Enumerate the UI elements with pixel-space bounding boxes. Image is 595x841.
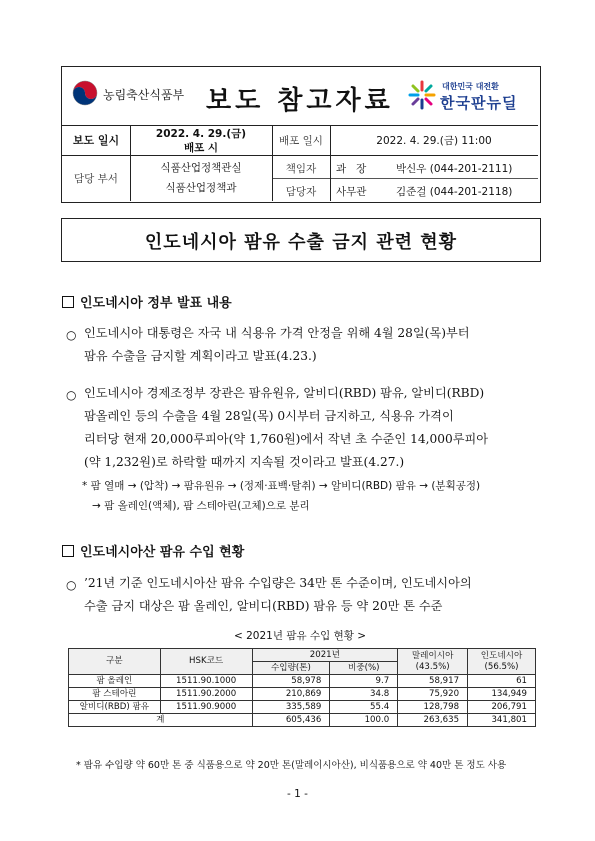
- circle-bullet-icon: ○: [66, 388, 77, 402]
- row-volume: 58,978: [252, 675, 330, 688]
- ministry-name: 농림축산식품부: [103, 88, 185, 102]
- row-indonesia: 61: [468, 675, 536, 688]
- row-volume: 335,589: [252, 701, 330, 714]
- header-malaysia: 말레이시아 (43.5%): [398, 649, 468, 675]
- row-name: 알비디(RBD) 팜유: [69, 701, 161, 714]
- report-date-value: 2022. 4. 29.(금): [155, 128, 247, 140]
- responsible-name: 박신우 (044-201-2111): [396, 163, 513, 175]
- total-volume: 605,436: [252, 714, 330, 727]
- header-divider: [272, 125, 273, 201]
- row-volume: 210,869: [252, 688, 330, 701]
- table-caption: < 2021년 팜유 수입 현황 >: [233, 630, 366, 642]
- total-malaysia: 263,635: [398, 714, 468, 727]
- ministry-emblem-icon: [72, 80, 98, 106]
- row-indonesia: 206,791: [468, 701, 536, 714]
- department-line2: 식품산업정책과: [165, 182, 237, 194]
- section2-heading: 인도네시아산 팜유 수입 현황: [62, 541, 244, 560]
- page-number: - 1 -: [287, 788, 308, 800]
- table-total-row: [69, 714, 536, 727]
- report-time-value: 배포 시: [183, 142, 219, 154]
- total-label: 계: [69, 714, 253, 727]
- row-malaysia: 58,917: [398, 675, 468, 688]
- row-indonesia: 134,949: [468, 688, 536, 701]
- section1-heading: 인도네시아 정부 발표 내용: [62, 292, 232, 311]
- palm-oil-import-table: [68, 648, 536, 727]
- header-share: 비중(%): [330, 662, 398, 675]
- row-share: 9.7: [330, 675, 398, 688]
- header-divider: [272, 178, 538, 179]
- section1-paragraph1-line2: 팜유 수출을 금지할 계획이라고 발표(4.23.): [84, 349, 317, 363]
- circle-bullet-icon: ○: [66, 578, 77, 592]
- checkbox-square-icon: [62, 296, 74, 308]
- newdeal-name: 한국판뉴딜: [440, 94, 518, 112]
- section1-paragraph2-line3: 리터당 현재 20,000루피아(약 1,760원)에서 작년 초 수준인 14,000루피아: [84, 432, 489, 446]
- circle-bullet-icon: ○: [66, 328, 77, 342]
- staff-label: 담당자: [285, 186, 317, 198]
- newdeal-logo-icon: [408, 80, 436, 110]
- row-name: 팜 올레인: [69, 675, 161, 688]
- header-volume: 수입량(톤): [252, 662, 330, 675]
- release-type-title: 보도 참고자료: [206, 86, 394, 116]
- staff-title: 사무관: [336, 186, 367, 198]
- distribution-value: 2022. 4. 29.(금) 11:00: [376, 135, 492, 147]
- section1-paragraph2-line4: (약 1,232원)로 하락할 때까지 지속될 것이라고 발표(4.27.): [84, 455, 405, 469]
- header-year: 2021년: [252, 649, 398, 662]
- process-note-line1: * 팜 열매 → (압착) → 팜유원유 → (정제·표백·탈취) → 알비디(RBD) 팜유 → (분획공정): [82, 480, 481, 492]
- responsible-title: 과 장: [336, 163, 367, 175]
- table-footnote: * 팜유 수입량 약 60만 톤 중 식품용으로 약 20만 톤(말레이시아산), 비식품용으로 약 40만 톤 정도 사용: [76, 760, 507, 771]
- department-label: 담당 부서: [74, 173, 118, 185]
- process-note-line2: → 팜 올레인(액체), 팜 스테아린(고체)으로 분리: [92, 500, 310, 512]
- responsible-label: 책임자: [285, 163, 317, 175]
- department-line1: 식품산업정책관실: [160, 162, 242, 174]
- row-malaysia: 128,798: [398, 701, 468, 714]
- row-code: 1511.90.2000: [160, 688, 252, 701]
- staff-name: 김준걸 (044-201-2118): [396, 186, 513, 198]
- section1-paragraph2-line1: 인도네시아 경제조정부 장관은 팜유원유, 알비디(RBD) 팜유, 알비디(RBD): [84, 386, 485, 400]
- table-row: [69, 701, 536, 714]
- row-name: 팜 스테아린: [69, 688, 161, 701]
- row-share: 55.4: [330, 701, 398, 714]
- section1-paragraph1-line1: 인도네시아 대통령은 자국 내 식용유 가격 안정을 위해 4월 28일(목)부터: [84, 326, 470, 340]
- total-share: 100.0: [330, 714, 398, 727]
- header-indonesia: 인도네시아 (56.5%): [468, 649, 536, 675]
- total-indonesia: 341,801: [468, 714, 536, 727]
- table-row: [69, 675, 536, 688]
- document-title: 인도네시아 팜유 수출 금지 관련 현황: [144, 232, 458, 253]
- newdeal-subtitle: 대한민국 대전환: [442, 82, 499, 91]
- checkbox-square-icon: [62, 545, 74, 557]
- header-divider: [130, 125, 131, 201]
- table-row: [69, 688, 536, 701]
- header-divider: [62, 155, 538, 156]
- row-share: 34.8: [330, 688, 398, 701]
- report-date-label: 보도 일시: [72, 134, 120, 147]
- header-category: 구분: [69, 649, 161, 675]
- header-divider: [330, 125, 331, 201]
- row-code: 1511.90.1000: [160, 675, 252, 688]
- section1-paragraph2-line2: 팜올레인 등의 수출을 4월 28일(목) 0시부터 금지하고, 식용유 가격이: [84, 409, 454, 423]
- header-hsk-code: HSK코드: [160, 649, 252, 675]
- distribution-label: 배포 일시: [279, 135, 323, 147]
- row-malaysia: 75,920: [398, 688, 468, 701]
- row-code: 1511.90.9000: [160, 701, 252, 714]
- section2-paragraph1-line1: ’21년 기준 인도네시아산 팜유 수입량은 34만 톤 수준이며, 인도네시아의: [84, 576, 472, 590]
- section2-paragraph1-line2: 수출 금지 대상은 팜 올레인, 알비디(RBD) 팜유 등 약 20만 톤 수준: [84, 599, 443, 613]
